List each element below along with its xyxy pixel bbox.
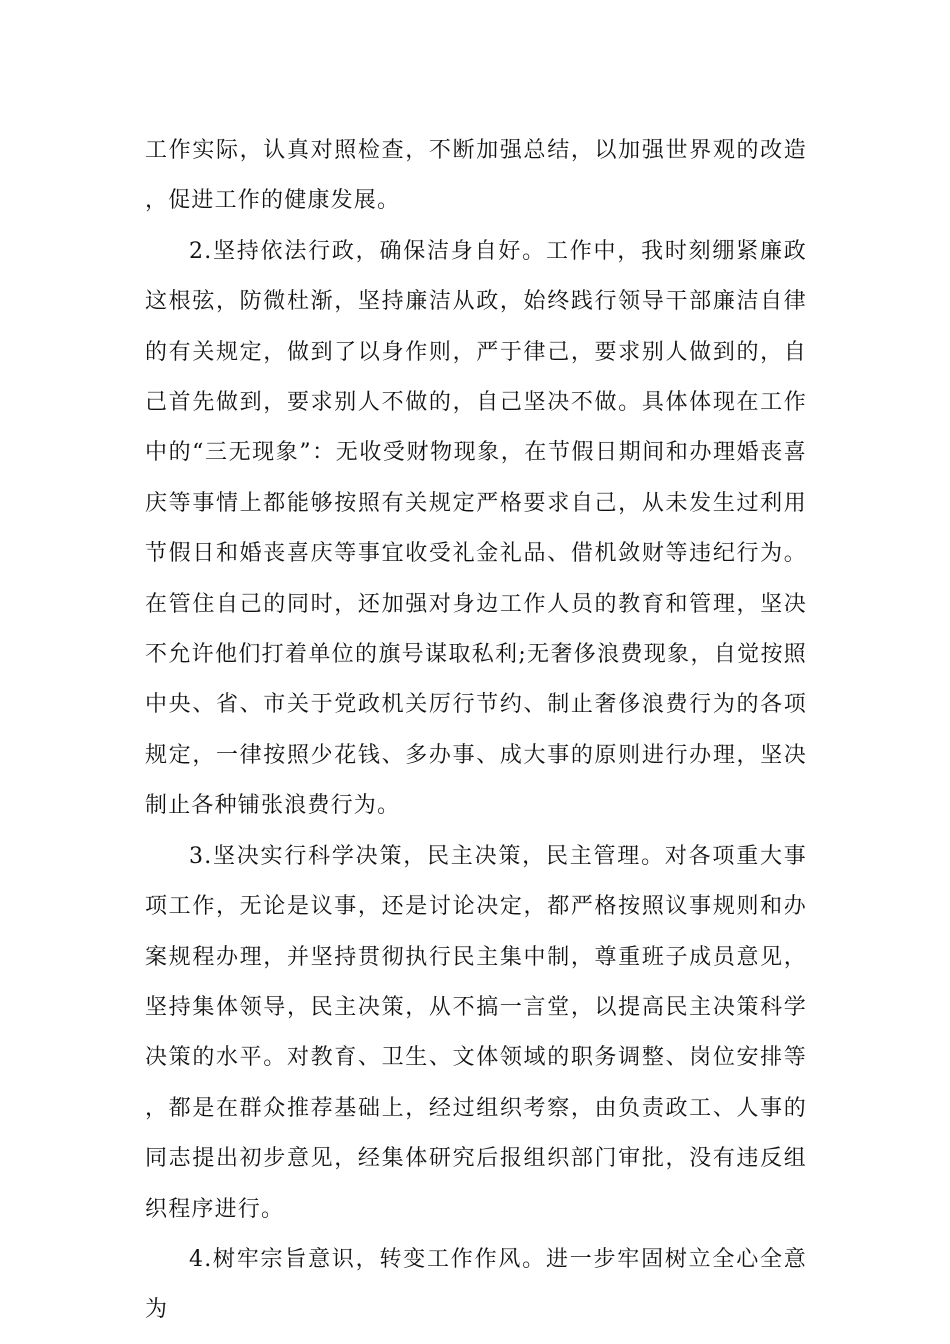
paragraph-continuation: 工作实际，认真对照检查，不断加强总结，以加强世界观的改造，促进工作的健康发展。	[145, 138, 807, 214]
paragraph-item-2-law-abiding: 2.坚持依法行政，确保洁身自好。工作中，我时刻绷紧廉政这根弦，防微杜渐，坚持廉洁从政，始终践行领导干部廉洁自律的有关规定，做到了以身作则，严于律己，要求别人做到的，自己首先做到，要求别人不做的，自己坚决不做。具体体现在工作中的“三无现象”：无收受财物现象，在节假日期间和办理婚丧喜庆等事情上都能够按照有关规定严格要求自己，从未发生过利用节假日和婚丧喜庆等事宜收受礼金礼品、借机敛财等违纪行为。在管住自己的同时，还加强对身边工作人员的教育和管理，坚决不允许他们打着单位的旗号谋取私利;无奢侈浪费现象，自觉按照中央、省、市关于党政机关厉行节约、制止奢侈浪费行为的各项规定，一律按照少花钱、多办事、成大事的原则进行办理，坚决制止各种铺张浪费行为。	[145, 238, 807, 819]
paragraph-item-4-work-style: 4.树牢宗旨意识，转变工作作风。进一步牢固树立全心全意为	[145, 1246, 807, 1323]
paragraph-item-3-democratic-decision: 3.坚决实行科学决策，民主决策，民主管理。对各项重大事项工作，无论是议事，还是讨论决定，都严格按照议事规则和办案规程办理，并坚持贯彻执行民主集中制，尊重班子成员意见，坚持集体领导，民主决策，从不搞一言堂，以提高民主决策科学决策的水平。对教育、卫生、文体领域的职务调整、岗位安排等，都是在群众推荐基础上，经过组织考察，由负责政工、人事的同志提出初步意见，经集体研究后报组织部门审批，没有违反组织程序进行。	[145, 843, 807, 1222]
document-body	[145, 126, 807, 1336]
